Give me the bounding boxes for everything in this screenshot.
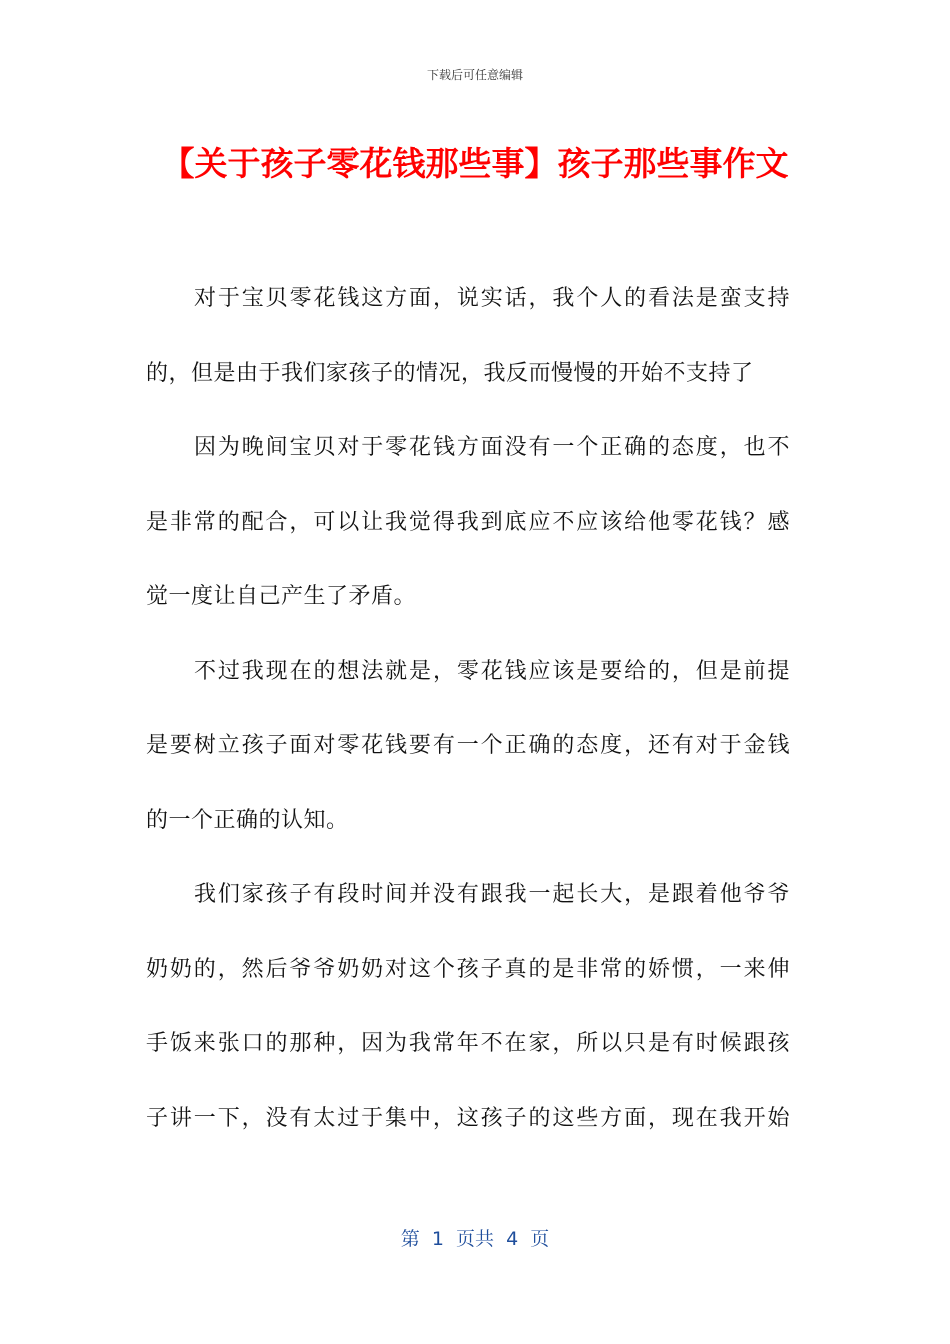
body-line: 的一个正确的认知。 [146, 807, 349, 833]
body-line: 觉一度让自己产生了矛盾。 [146, 584, 417, 609]
body-line: 不过我现在的想法就是，零花钱应该是要给的，但是前提 [194, 658, 790, 684]
document-body [146, 262, 790, 1156]
document-title: 【关于孩子零花钱那些事】孩子那些事作文 [161, 144, 789, 183]
body-line: 对于宝贝零花钱这方面，说实话，我个人的看法是蛮支持 [194, 286, 790, 311]
body-line: 因为晚间宝贝对于零花钱方面没有一个正确的态度，也不 [194, 435, 790, 460]
body-line: 的，但是由于我们家孩子的情况，我反而慢慢的开始不支持了 [146, 360, 754, 386]
body-line: 是要树立孩子面对零花钱要有一个正确的态度，还有对于金钱 [146, 733, 790, 758]
body-line: 手饭来张口的那种，因为我常年不在家，所以只是有时候跟孩 [146, 1031, 790, 1056]
body-line: 奶奶的，然后爷爷奶奶对这个孩子真的是非常的娇惯，一来伸 [146, 956, 790, 982]
page-number: 第 1 页共 4 页 [400, 1228, 550, 1250]
body-line: 子讲一下，没有太过于集中，这孩子的这些方面，现在我开始 [146, 1105, 790, 1131]
body-line: 我们家孩子有段时间并没有跟我一起长大，是跟着他爷爷 [194, 882, 790, 907]
header-note: 下载后可任意编辑 [426, 68, 523, 82]
body-line: 是非常的配合，可以让我觉得我到底应不应该给他零花钱？感 [146, 509, 790, 535]
